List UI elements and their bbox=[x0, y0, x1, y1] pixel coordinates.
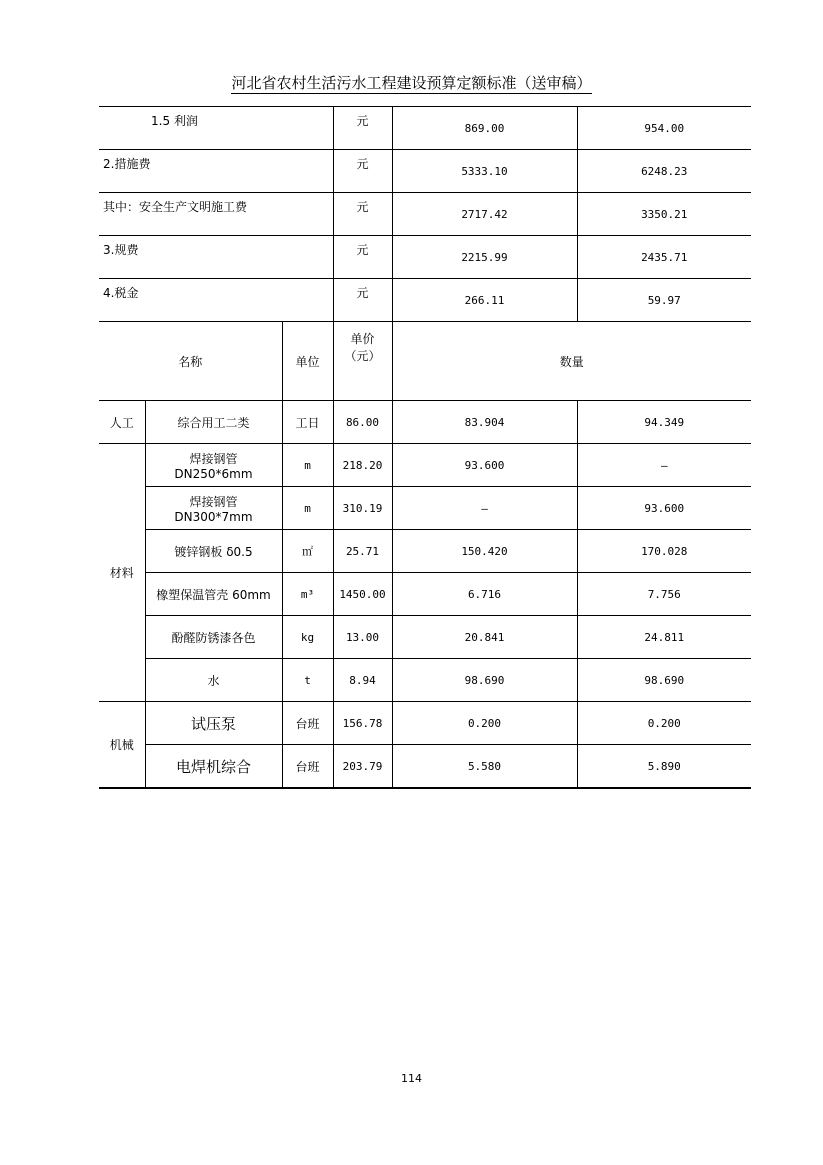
table-row bbox=[99, 401, 751, 444]
table-row bbox=[99, 236, 751, 279]
item-price: 25.71 bbox=[333, 530, 392, 573]
item-qty-1: 150.420 bbox=[392, 530, 577, 573]
item-name: 焊接钢管 DN250*6mm bbox=[145, 444, 282, 487]
item-unit: kg bbox=[282, 616, 333, 659]
item-name: 试压泵 bbox=[145, 702, 282, 745]
table-row bbox=[99, 659, 751, 702]
value-cell: 6248.23 bbox=[577, 150, 751, 193]
unit-cell: 元 bbox=[356, 199, 369, 214]
category-materials: 材料 bbox=[99, 444, 145, 702]
value-cell: 869.00 bbox=[392, 107, 577, 150]
table-row bbox=[99, 487, 751, 530]
row-label: 4.税金 bbox=[103, 285, 139, 300]
value-cell: 59.97 bbox=[577, 279, 751, 322]
item-qty-1: – bbox=[392, 487, 577, 530]
item-unit: m³ bbox=[282, 573, 333, 616]
item-qty-2: 93.600 bbox=[577, 487, 751, 530]
page-number: 114 bbox=[401, 1072, 422, 1085]
table-row bbox=[99, 193, 751, 236]
item-qty-1: 20.841 bbox=[392, 616, 577, 659]
item-name: 综合用工二类 bbox=[145, 401, 282, 444]
table-row bbox=[99, 107, 751, 150]
item-qty-1: 83.904 bbox=[392, 401, 577, 444]
table-row bbox=[99, 150, 751, 193]
item-qty-2: 0.200 bbox=[577, 702, 751, 745]
item-price: 86.00 bbox=[333, 401, 392, 444]
item-name: 橡塑保温管壳 60mm bbox=[145, 573, 282, 616]
value-cell: 266.11 bbox=[392, 279, 577, 322]
item-name: 酚醛防锈漆各色 bbox=[145, 616, 282, 659]
item-unit: 工日 bbox=[282, 401, 333, 444]
document-title: 河北省农村生活污水工程建设预算定额标准（送审稿） bbox=[231, 74, 592, 92]
item-qty-2: 24.811 bbox=[577, 616, 751, 659]
category-labor: 人工 bbox=[99, 401, 145, 444]
unit-cell: 元 bbox=[356, 285, 369, 300]
item-unit: m bbox=[282, 487, 333, 530]
value-cell: 2717.42 bbox=[392, 193, 577, 236]
table-header-row bbox=[99, 322, 751, 401]
unit-cell: 元 bbox=[356, 156, 369, 171]
item-qty-2: 5.890 bbox=[577, 745, 751, 789]
value-cell: 2215.99 bbox=[392, 236, 577, 279]
item-unit: 台班 bbox=[282, 745, 333, 789]
header-quantity: 数量 bbox=[392, 322, 751, 401]
item-name: 水 bbox=[145, 659, 282, 702]
item-price: 218.20 bbox=[333, 444, 392, 487]
item-unit: t bbox=[282, 659, 333, 702]
item-price: 13.00 bbox=[333, 616, 392, 659]
header-unit: 单位 bbox=[282, 322, 333, 401]
item-qty-1: 93.600 bbox=[392, 444, 577, 487]
item-qty-1: 5.580 bbox=[392, 745, 577, 789]
item-qty-1: 6.716 bbox=[392, 573, 577, 616]
item-price: 8.94 bbox=[333, 659, 392, 702]
item-price: 203.79 bbox=[333, 745, 392, 789]
item-qty-2: 98.690 bbox=[577, 659, 751, 702]
item-name: 镀锌钢板 δ0.5 bbox=[145, 530, 282, 573]
table-row bbox=[99, 573, 751, 616]
table-row bbox=[99, 702, 751, 745]
category-machinery: 机械 bbox=[99, 702, 145, 789]
item-qty-2: – bbox=[577, 444, 751, 487]
table-row bbox=[99, 745, 751, 789]
item-unit: 台班 bbox=[282, 702, 333, 745]
table-row bbox=[99, 279, 751, 322]
header-price: 单价（元） bbox=[333, 322, 392, 401]
item-unit: m bbox=[282, 444, 333, 487]
item-qty-2: 94.349 bbox=[577, 401, 751, 444]
value-cell: 2435.71 bbox=[577, 236, 751, 279]
quota-table bbox=[99, 106, 751, 789]
row-label: 其中：安全生产文明施工费 bbox=[103, 199, 248, 214]
row-label: 1.5 利润 bbox=[151, 113, 198, 128]
row-label: 2.措施费 bbox=[103, 156, 151, 171]
item-price: 156.78 bbox=[333, 702, 392, 745]
unit-cell: 元 bbox=[356, 242, 369, 257]
item-qty-1: 0.200 bbox=[392, 702, 577, 745]
item-qty-2: 7.756 bbox=[577, 573, 751, 616]
item-name: 焊接钢管 DN300*7mm bbox=[145, 487, 282, 530]
header-name: 名称 bbox=[99, 322, 282, 401]
row-label: 3.规费 bbox=[103, 242, 139, 257]
value-cell: 954.00 bbox=[577, 107, 751, 150]
unit-cell: 元 bbox=[356, 113, 369, 128]
value-cell: 5333.10 bbox=[392, 150, 577, 193]
table-row bbox=[99, 616, 751, 659]
item-qty-2: 170.028 bbox=[577, 530, 751, 573]
value-cell: 3350.21 bbox=[577, 193, 751, 236]
table-row bbox=[99, 444, 751, 487]
item-price: 1450.00 bbox=[333, 573, 392, 616]
table-row bbox=[99, 530, 751, 573]
item-price: 310.19 bbox=[333, 487, 392, 530]
item-name: 电焊机综合 bbox=[145, 745, 282, 789]
item-unit: ㎡ bbox=[282, 530, 333, 573]
item-qty-1: 98.690 bbox=[392, 659, 577, 702]
